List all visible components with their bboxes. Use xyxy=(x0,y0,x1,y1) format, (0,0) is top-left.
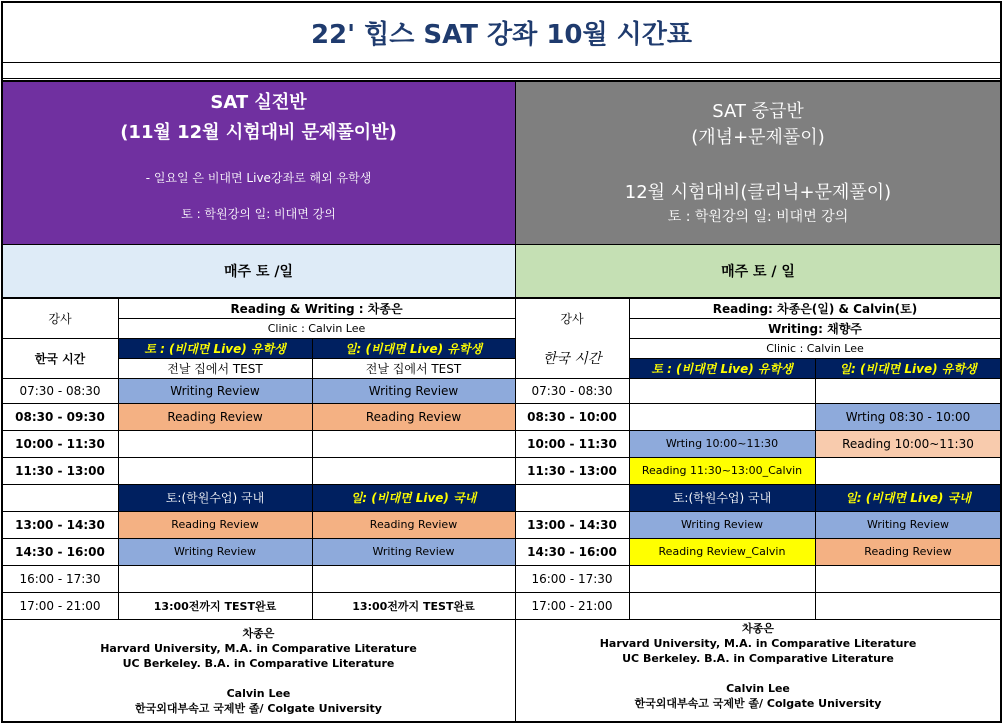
grid-line xyxy=(515,565,1001,566)
schedule-cell: Reading Review xyxy=(815,538,1001,565)
grid-line xyxy=(515,592,1001,593)
schedule-cell: Reading 10:00~11:30 xyxy=(815,430,1001,457)
grid-line xyxy=(1,721,1002,723)
schedule-cell: Writing Review xyxy=(312,378,515,403)
page-title: 22' 힙스 SAT 강좌 10월 시간표 xyxy=(310,19,693,50)
left-course-note: - 일요일 은 비대면 Live강좌로 해외 유학생 xyxy=(145,170,372,185)
right-course-schedule: 토 : 학원강의 일: 비대면 강의 xyxy=(667,209,849,225)
instructor-label: 강사 xyxy=(48,311,72,326)
instructor-credits-right xyxy=(515,620,1001,712)
credit-line: Harvard University, M.A. in Comparative Literature xyxy=(100,642,417,655)
grid-line xyxy=(1,538,515,539)
time-slot: 13:00 - 14:30 xyxy=(15,517,105,532)
grid-line xyxy=(1,403,515,404)
sat-prev-test: 전날 집에서 TEST xyxy=(167,361,263,376)
time-slot: 16:00 - 17:30 xyxy=(531,571,613,586)
grid-line xyxy=(1,80,1002,82)
sat-online-header: 토 : (비대면 Live) 유학생 xyxy=(118,338,312,358)
schedule-cell: Reading Review xyxy=(312,403,515,430)
grid-line xyxy=(1,297,1002,299)
schedule-cell: Reading Review xyxy=(118,403,312,430)
grid-line xyxy=(629,318,1001,319)
grid-line xyxy=(515,511,1001,512)
sun-domestic-header: 일: (비대면 Live) 국내 xyxy=(312,484,515,511)
credit-name: 차종은 xyxy=(742,622,774,635)
schedule-cell: Reading Review xyxy=(312,511,515,538)
sun-online-header: 일: (비대면 Live) 유학생 xyxy=(312,338,515,358)
left-course-heading: SAT 실전반 xyxy=(210,92,307,113)
grid-line xyxy=(1,78,1002,79)
time-slot: 14:30 - 16:00 xyxy=(527,544,617,559)
grid-line xyxy=(1000,1,1002,723)
schedule-cell: Writing Review xyxy=(312,538,515,565)
grid-line xyxy=(1,244,1002,245)
instructor-credits-left xyxy=(2,620,515,722)
credit-name: Calvin Lee xyxy=(726,682,790,695)
grid-line xyxy=(515,80,516,721)
time-slot: 11:30 - 13:00 xyxy=(527,463,617,478)
grid-line xyxy=(629,358,1001,359)
grid-line xyxy=(1,484,515,485)
grid-line xyxy=(629,338,1001,339)
sat-domestic-header: 토:(학원수업) 국내 xyxy=(118,484,312,511)
time-slot: 11:30 - 13:00 xyxy=(15,463,105,478)
right-days-header: 매주 토 / 일 xyxy=(515,245,1001,297)
writing-instructor: Writing: 채향주 xyxy=(768,321,862,336)
sun-online-header: 일: (비대면 Live) 유학생 xyxy=(815,358,1001,378)
instructor-name: Reading: 차종은(일) & Calvin(토) xyxy=(712,301,918,316)
instructor-name: Reading & Writing : 차종은 xyxy=(230,301,403,316)
grid-line xyxy=(1,378,515,379)
right-course-exam: 12월 시험대비(클리닉+문제풀이) xyxy=(624,182,892,203)
credit-name: Calvin Lee xyxy=(226,687,291,700)
credit-line: 한국외대부속고 국제반 졸/ Colgate University xyxy=(634,697,882,710)
left-course-subheading: (11월 12월 시험대비 문제풀이반) xyxy=(120,122,397,143)
time-label: 한국 시간 xyxy=(542,351,602,367)
grid-line xyxy=(515,619,1001,620)
time-slot: 10:00 - 11:30 xyxy=(15,436,105,451)
grid-line xyxy=(815,358,816,619)
grid-line xyxy=(515,430,1001,431)
grid-line xyxy=(515,378,1001,379)
credit-line: Harvard University, M.A. in Comparative Literature xyxy=(599,637,917,650)
grid-line xyxy=(515,538,1001,539)
credit-line: UC Berkeley. B.A. in Comparative Literature xyxy=(122,657,395,670)
time-label: 한국 시간 xyxy=(34,351,86,366)
right-course-subheading: (개념+문제풀이) xyxy=(691,127,825,148)
time-slot: 07:30 - 08:30 xyxy=(19,383,101,398)
time-slot: 10:00 - 11:30 xyxy=(527,436,617,451)
schedule-cell: Writing Review xyxy=(629,511,815,538)
schedule-cell: 13:00전까지 TEST완료 xyxy=(352,599,475,613)
grid-line xyxy=(1,338,515,339)
sun-prev-test: 전날 집에서 TEST xyxy=(365,361,462,376)
grid-line xyxy=(1,1,3,723)
schedule-cell: Reading 11:30~13:00_Calvin xyxy=(629,457,815,484)
grid-line xyxy=(1,511,515,512)
grid-line xyxy=(1,619,515,620)
time-slot: 13:00 - 14:30 xyxy=(527,517,617,532)
schedule-cell: Wrting 10:00~11:30 xyxy=(629,430,815,457)
time-slot: 17:00 - 21:00 xyxy=(19,598,101,613)
grid-line xyxy=(1,62,1002,63)
schedule-cell: Reading Review_Calvin xyxy=(629,538,815,565)
schedule-cell: Wrting 08:30 - 10:00 xyxy=(815,403,1001,430)
grid-line xyxy=(1,592,515,593)
grid-line xyxy=(629,297,630,619)
grid-line xyxy=(515,484,1001,485)
grid-line xyxy=(515,457,1001,458)
time-slot: 17:00 - 21:00 xyxy=(531,598,613,613)
clinic-instructor: Clinic : Calvin Lee xyxy=(267,321,366,335)
grid-line xyxy=(1,565,515,566)
schedule-cell: Writing Review xyxy=(815,511,1001,538)
time-slot: 07:30 - 08:30 xyxy=(531,383,613,398)
left-days-header: 매주 토 /일 xyxy=(2,245,515,297)
grid-line xyxy=(118,297,119,619)
grid-line xyxy=(515,403,1001,404)
sat-domestic-header: 토:(학원수업) 국내 xyxy=(629,484,815,511)
schedule-cell: 13:00전까지 TEST완료 xyxy=(153,599,277,613)
right-course-heading: SAT 중급반 xyxy=(712,101,804,122)
credit-line: 한국외대부속고 국제반 졸/ Colgate University xyxy=(135,702,382,715)
grid-line xyxy=(1,1,1002,3)
time-slot: 16:00 - 17:30 xyxy=(19,571,101,586)
clinic-instructor: Clinic : Calvin Lee xyxy=(766,341,864,355)
schedule-cell: Writing Review xyxy=(118,378,312,403)
sun-domestic-header: 일: (비대면 Live) 국내 xyxy=(815,484,1001,511)
time-slot: 08:30 - 09:30 xyxy=(15,409,105,424)
time-slot: 08:30 - 10:00 xyxy=(527,409,617,424)
schedule-cell: Writing Review xyxy=(118,538,312,565)
grid-line xyxy=(118,318,515,319)
grid-line xyxy=(118,358,515,359)
grid-line xyxy=(1,457,515,458)
sat-online-header: 토 : (비대면 Live) 유학생 xyxy=(629,358,815,378)
instructor-label: 강사 xyxy=(560,311,584,326)
grid-line xyxy=(312,338,313,619)
grid-line xyxy=(1,430,515,431)
left-course-schedule: 토 : 학원강의 일: 비대면 강의 xyxy=(181,206,336,221)
credit-line: UC Berkeley. B.A. in Comparative Literature xyxy=(622,652,894,665)
time-slot: 14:30 - 16:00 xyxy=(15,544,105,559)
schedule-cell: Reading Review xyxy=(118,511,312,538)
credit-name: 차종은 xyxy=(242,627,275,640)
